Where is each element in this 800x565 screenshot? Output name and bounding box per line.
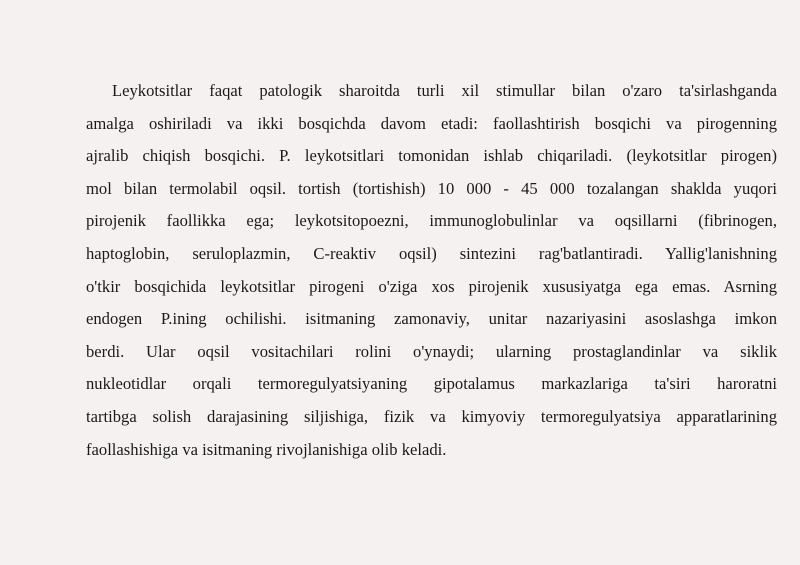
paragraph-line: tartibga solish darajasining siljishiga, fizik va kimyoviy termoregulyatsiya apparatlarining [86, 406, 777, 426]
body-paragraph [86, 77, 777, 468]
paragraph-line: mol bilan termolabil oqsil. tortish (tortishish) 10 000 - 45 000 tozalangan shaklda yuqori [86, 178, 777, 198]
paragraph-line: haptoglobin, seruloplazmin, C-reaktiv oqsil) sintezini rag'batlantiradi. Yallig'lanishning [86, 243, 777, 263]
paragraph-line: amalga oshiriladi va ikki bosqichda davom etadi: faollashtirish bosqichi va pirogenning [86, 113, 777, 133]
paragraph-line: endogen P.ining ochilishi. isitmaning zamonaviy, unitar nazariyasini asoslashga imkon [86, 309, 777, 329]
paragraph-line: Leykotsitlar faqat patologik sharoitda turli xil stimullar bilan o'zaro ta'sirlashganda [112, 81, 777, 100]
paragraph-line: berdi. Ular oqsil vositachilari rolini o'ynaydi; ularning prostaglandinlar va siklik [86, 341, 777, 361]
paragraph-line: ajralib chiqish bosqichi. P. leykotsitlari tomonidan ishlab chiqariladi. (leykotsitlar pirogen) [86, 146, 777, 166]
paragraph-line: o'tkir bosqichida leykotsitlar pirogeni o'ziga xos pirojenik xususiyatga ega emas. Asrning [86, 276, 777, 296]
paragraph-line: nukleotidlar orqali termoregulyatsiyaning gipotalamus markazlariga ta'siri haroratni [86, 374, 777, 394]
paragraph-line: faollashishiga va isitmaning rivojlanishiga olib keladi. [86, 439, 447, 459]
paragraph-line: pirojenik faollikka ega; leykotsitopoezni, immunoglobulinlar va oqsillarni (fibrinogen, [86, 211, 777, 231]
